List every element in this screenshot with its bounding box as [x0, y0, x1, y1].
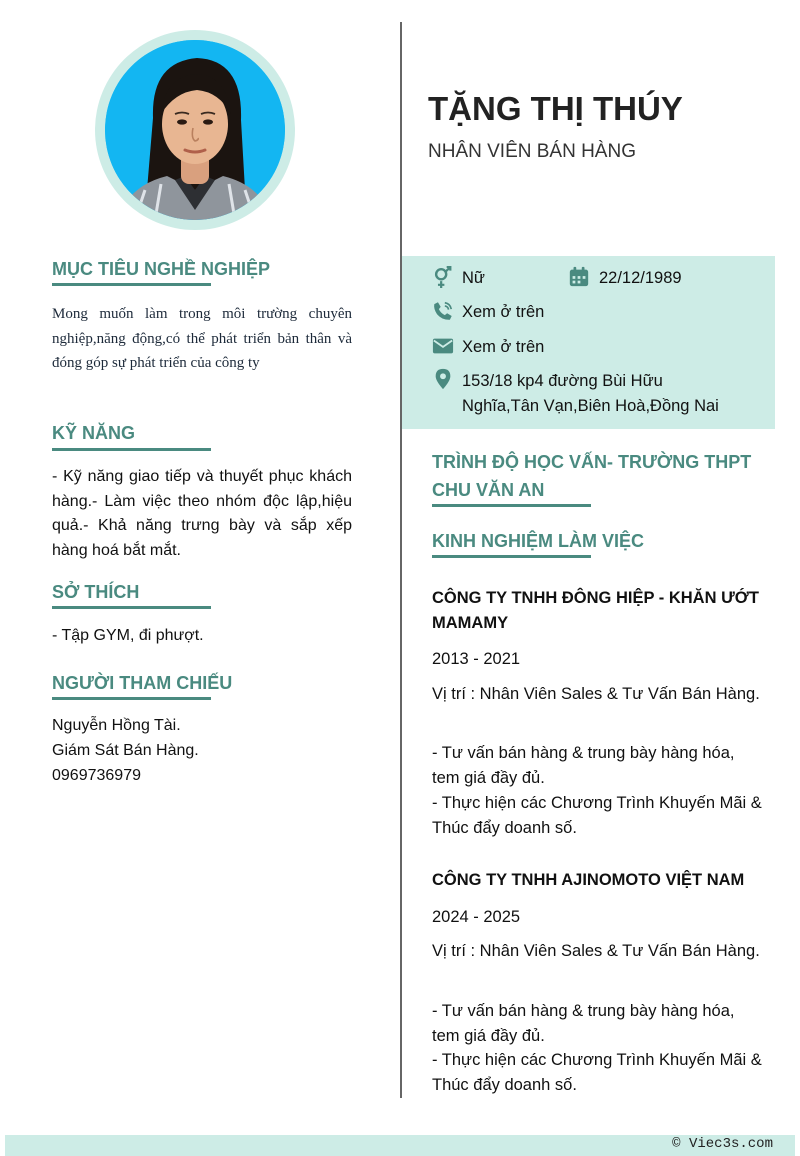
job-title: NHÂN VIÊN BÁN HÀNG — [428, 141, 636, 162]
reference-phone: 0969736979 — [52, 767, 141, 784]
avatar-frame — [95, 30, 295, 230]
job-2-duty-1: - Tư vấn bán hàng & trung bày hàng hóa, tem giá đầy đủ. — [432, 1002, 735, 1045]
job-1-position: Vị trí : Nhân Viên Sales & Tư Vấn Bán Hàng. — [432, 685, 760, 703]
profile-photo — [105, 40, 285, 220]
gender-icon — [432, 266, 454, 288]
experience-underline — [432, 555, 591, 558]
hobbies-underline — [52, 606, 211, 609]
footer-credit: © Viec3s.com — [672, 1136, 773, 1152]
reference-underline — [52, 697, 211, 700]
address-line-2: Nghĩa,Tân Vạn,Biên Hoà,Đồng Nai — [462, 397, 719, 415]
job-2-company: CÔNG TY TNHH AJINOMOTO VIỆT NAM — [432, 871, 745, 889]
location-icon — [432, 368, 454, 390]
job-1-duty-2: - Thực hiện các Chương Trình Khuyến Mãi & Thúc đẩy doanh số. — [432, 794, 762, 837]
education-title: TRÌNH ĐỘ HỌC VẤN- TRƯỜNG THPT CHU VĂN AN — [432, 452, 752, 500]
skills-title: KỸ NĂNG — [52, 423, 136, 443]
gender-value: Nữ — [462, 269, 485, 287]
skills-underline — [52, 448, 211, 451]
job-2-position: Vị trí : Nhân Viên Sales & Tư Vấn Bán Hàng. — [432, 942, 760, 960]
column-divider — [400, 22, 402, 1098]
reference-title: NGƯỜI THAM CHIẾU — [52, 673, 233, 693]
avatar — [105, 40, 285, 220]
education-underline — [432, 504, 591, 507]
phone-value: Xem ở trên — [462, 303, 545, 321]
reference-name: Nguyễn Hồng Tài. — [52, 717, 181, 734]
email-icon — [432, 335, 454, 357]
hobbies-text: - Tập GYM, đi phượt. — [52, 627, 204, 644]
experience-title: KINH NGHIỆM LÀM VIỆC — [432, 531, 645, 551]
birthday-value: 22/12/1989 — [599, 269, 682, 287]
job-1-company: CÔNG TY TNHH ĐÔNG HIỆP - KHĂN ƯỚT MAMAMY — [432, 589, 759, 632]
email-value: Xem ở trên — [462, 338, 545, 356]
objective-underline — [52, 283, 211, 286]
address-line-1: 153/18 kp4 đường Bùi Hữu — [462, 372, 663, 390]
objective-title: MỤC TIÊU NGHỀ NGHIỆP — [52, 259, 271, 279]
reference-position: Giám Sát Bán Hàng. — [52, 742, 199, 759]
objective-text: Mong muốn làm trong môi trường chuyên nghiệp,năng động,có thể phát triển bản thân và đóng góp sự phát triển của công ty — [52, 306, 352, 371]
job-1-duty-1: - Tư vấn bán hàng & trung bày hàng hóa, tem giá đầy đủ. — [432, 744, 735, 787]
phone-icon — [432, 300, 454, 322]
hobbies-title: SỞ THÍCH — [52, 582, 140, 602]
skills-text: - Kỹ năng giao tiếp và thuyết phục khách hàng.- Làm việc theo nhóm độc lập,hiệu quả.- Khả năng trưng bày và sắp xếp hàng hoá bắt mắt. — [52, 468, 352, 559]
job-2-period: 2024 - 2025 — [432, 908, 521, 926]
job-2-duty-2: - Thực hiện các Chương Trình Khuyến Mãi & Thúc đẩy doanh số. — [432, 1051, 762, 1094]
footer-bar — [5, 1135, 795, 1156]
job-1-period: 2013 - 2021 — [432, 650, 521, 668]
candidate-name: TẶNG THỊ THÚY — [428, 90, 683, 127]
calendar-icon — [568, 266, 590, 288]
